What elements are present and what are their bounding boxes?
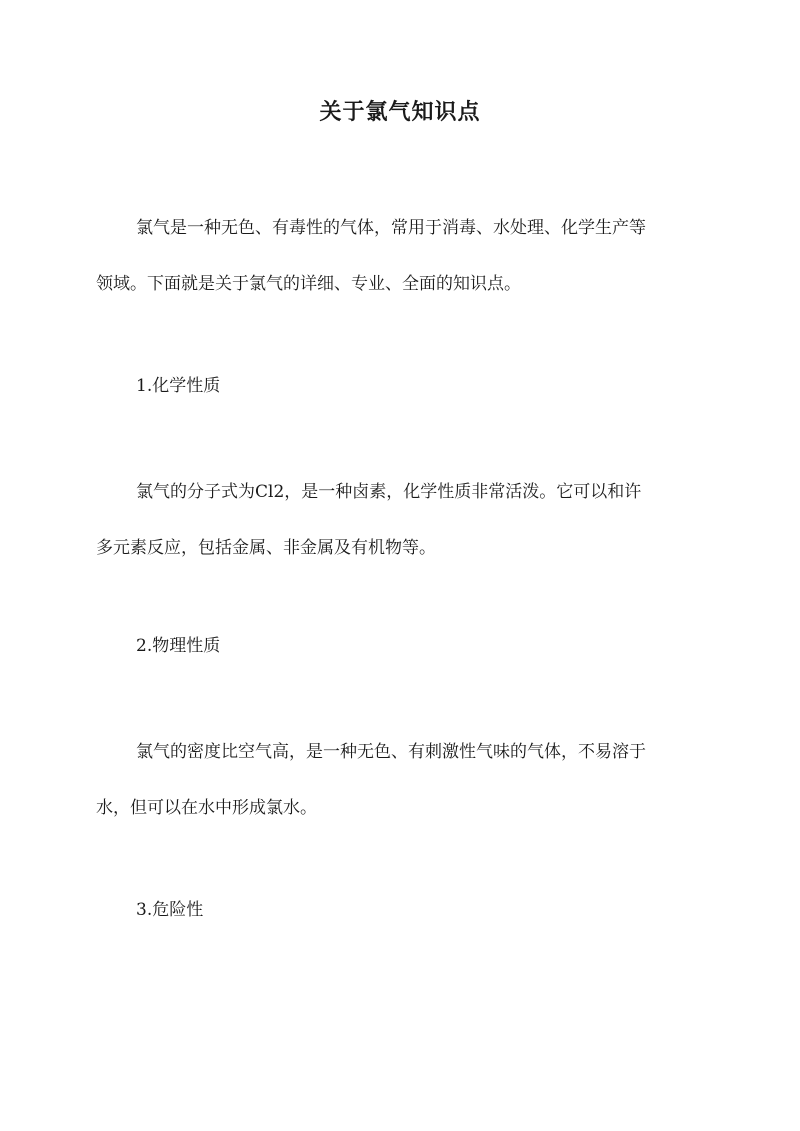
section-heading-physical-properties: 2.物理性质 <box>136 636 221 656</box>
line-spacer <box>96 767 706 794</box>
intro-line-2: 领域。下面就是关于氯气的详细、专业、全面的知识点。 <box>96 274 521 294</box>
intro-paragraph <box>96 214 706 299</box>
chemical-properties-line-2: 多元素反应，包括金属、非金属及有机物等。 <box>96 538 436 558</box>
intro-line-1: 氯气是一种无色、有毒性的气体，常用于消毒、水处理、化学生产等 <box>136 218 646 238</box>
chemical-properties-line-1: 氯气的分子式为Cl2，是一种卤素，化学性质非常活泼。它可以和许 <box>136 482 642 502</box>
physical-properties-line-2: 水，但可以在水中形成氯水。 <box>96 798 317 818</box>
document-title: 关于氯气知识点 <box>319 99 481 125</box>
section-heading-hazards: 3.危险性 <box>136 900 204 920</box>
chemical-properties-paragraph <box>96 478 706 563</box>
line-spacer <box>96 243 706 270</box>
section-heading-chemical-properties: 1.化学性质 <box>136 376 221 396</box>
physical-properties-paragraph <box>96 738 706 823</box>
physical-properties-line-1: 氯气的密度比空气高，是一种无色、有刺激性气味的气体，不易溶于 <box>136 742 646 762</box>
line-spacer <box>96 507 706 534</box>
